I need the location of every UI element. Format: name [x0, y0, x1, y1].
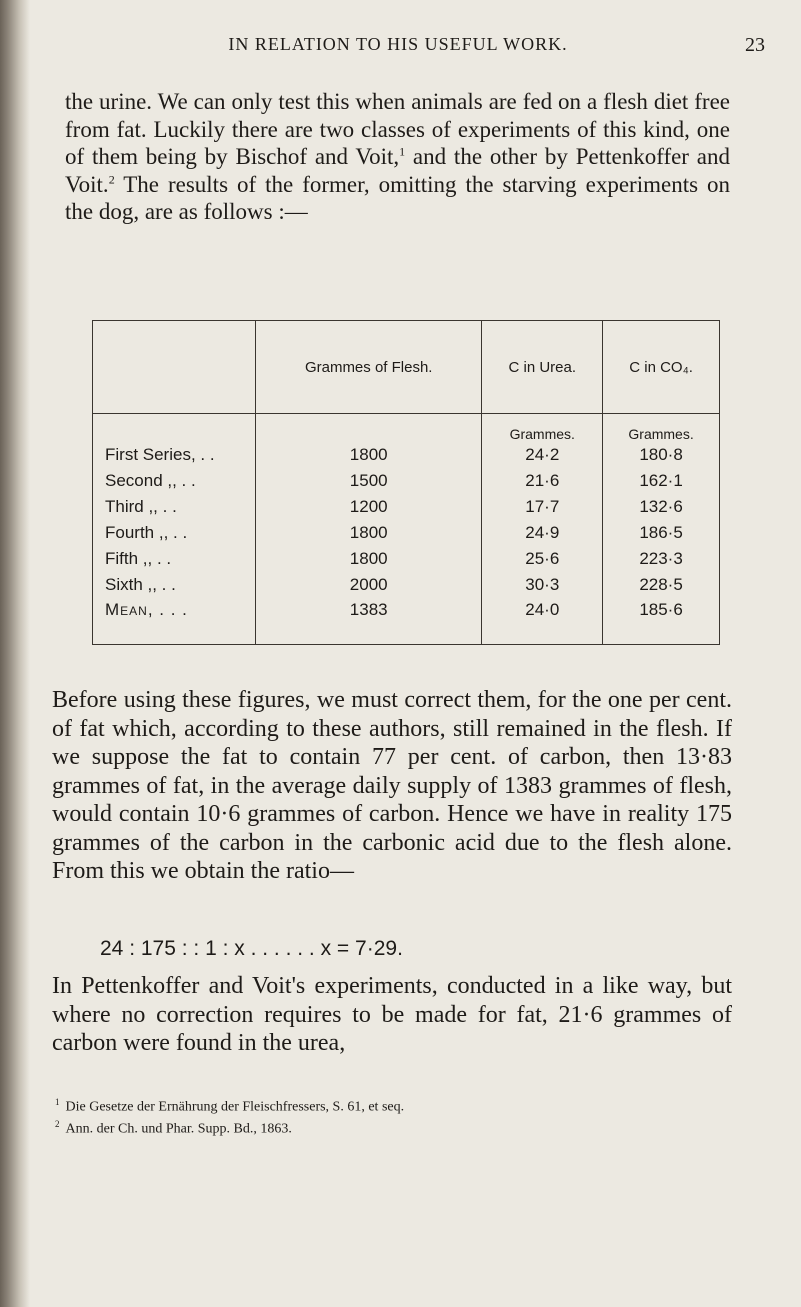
- footnote-text: Die Gesetze der Ernährung der Fleischfressers, S. 61, et seq.: [65, 1099, 405, 1115]
- table-row: [93, 468, 720, 494]
- row-flesh: 1500: [256, 468, 482, 494]
- header-cell-co2: C in CO₄.: [603, 321, 720, 414]
- intro-text-2: and the other by Pettenkoffer and Voit.: [65, 144, 730, 197]
- row-co2: 186·5: [603, 520, 720, 546]
- header-cell-label: [93, 321, 256, 414]
- mean-label: Mean, . . .: [93, 598, 256, 645]
- mean-co2: 185·6: [603, 598, 720, 645]
- unit-cell-flesh: [256, 414, 482, 443]
- footnote: [55, 1116, 735, 1138]
- row-flesh: 2000: [256, 572, 482, 598]
- footnote-text: Ann. der Ch. und Phar. Supp. Bd., 1863.: [65, 1121, 292, 1137]
- footnote-ref-1: 1: [399, 144, 406, 159]
- ratio-formula: 24 : 175 : : 1 : x . . . . . . x = 7·29.: [100, 937, 403, 960]
- row-flesh: 1800: [256, 546, 482, 572]
- mean-flesh: 1383: [256, 598, 482, 645]
- row-co2: 223·3: [603, 546, 720, 572]
- unit-cell-co2: Grammes.: [603, 414, 720, 443]
- row-label: Sixth ,, . .: [93, 572, 256, 598]
- row-urea: 30·3: [482, 572, 603, 598]
- row-urea: 24·2: [482, 442, 603, 468]
- row-flesh: 1800: [256, 442, 482, 468]
- table-unit-row: [93, 414, 720, 443]
- row-label: Fourth ,, . .: [93, 520, 256, 546]
- row-co2: 180·8: [603, 442, 720, 468]
- row-urea: 17·7: [482, 494, 603, 520]
- row-label: Third ,, . .: [93, 494, 256, 520]
- footnote-number: 2: [55, 1118, 60, 1129]
- page-number: 23: [745, 34, 765, 56]
- running-header: IN RELATION TO HIS USEFUL WORK.: [228, 34, 568, 54]
- intro-text-3: The results of the former, omitting the starving experiments on the dog, are as follows :—: [65, 171, 730, 224]
- row-urea: 25·6: [482, 546, 603, 572]
- table-mean-row: [93, 598, 720, 645]
- row-label: First Series, . .: [93, 442, 256, 468]
- table-row: [93, 494, 720, 520]
- footnote: [55, 1094, 735, 1116]
- row-co2: 132·6: [603, 494, 720, 520]
- header-cell-urea: C in Urea.: [482, 321, 603, 414]
- row-co2: 228·5: [603, 572, 720, 598]
- intro-paragraph: [65, 88, 730, 226]
- row-urea: 24·9: [482, 520, 603, 546]
- row-co2: 162·1: [603, 468, 720, 494]
- row-flesh: 1200: [256, 494, 482, 520]
- table-header-row: [93, 321, 720, 414]
- unit-cell-urea: Grammes.: [482, 414, 603, 443]
- intro-text-1: the urine. We can only test this when animals are fed on a flesh diet free from fat. Luckily there are two classes of experiments of this kind, one of them being by Bischof and Voit,: [65, 89, 730, 169]
- table-row: [93, 572, 720, 598]
- table-row: [93, 520, 720, 546]
- footnote-number: 1: [55, 1097, 60, 1107]
- mean-urea: 24·0: [482, 598, 603, 645]
- row-flesh: 1800: [256, 520, 482, 546]
- results-table: [92, 320, 720, 645]
- row-label: Fifth ,, . .: [93, 546, 256, 572]
- row-label: Second ,, . .: [93, 468, 256, 494]
- footnote-ref-2: 2: [108, 171, 115, 186]
- table-row: [93, 442, 720, 468]
- row-urea: 21·6: [482, 468, 603, 494]
- unit-cell-label: [93, 414, 256, 443]
- correction-paragraph: Before using these figures, we must correct them, for the one per cent. of fat which, according to these authors, still remained in the flesh. If we suppose the fat to contain 77 per cent. of carbon, then 13·83 grammes of fat, in the average daily supply of 1383 grammes of flesh, would contain 10·6 grammes of carbon. Hence we have in reality 175 grammes of the carbon in the carbonic acid due to the flesh alone. From this we obtain the ratio—: [52, 687, 732, 884]
- pettenkoffer-paragraph: In Pettenkoffer and Voit's experiments, conducted in a like way, but where no correction requires to be made for fat, 21·6 grammes of carbon were found in the urea,: [52, 973, 732, 1056]
- header-cell-flesh: Grammes of Flesh.: [256, 321, 482, 414]
- footnotes: [55, 1094, 735, 1137]
- table-row: [93, 546, 720, 572]
